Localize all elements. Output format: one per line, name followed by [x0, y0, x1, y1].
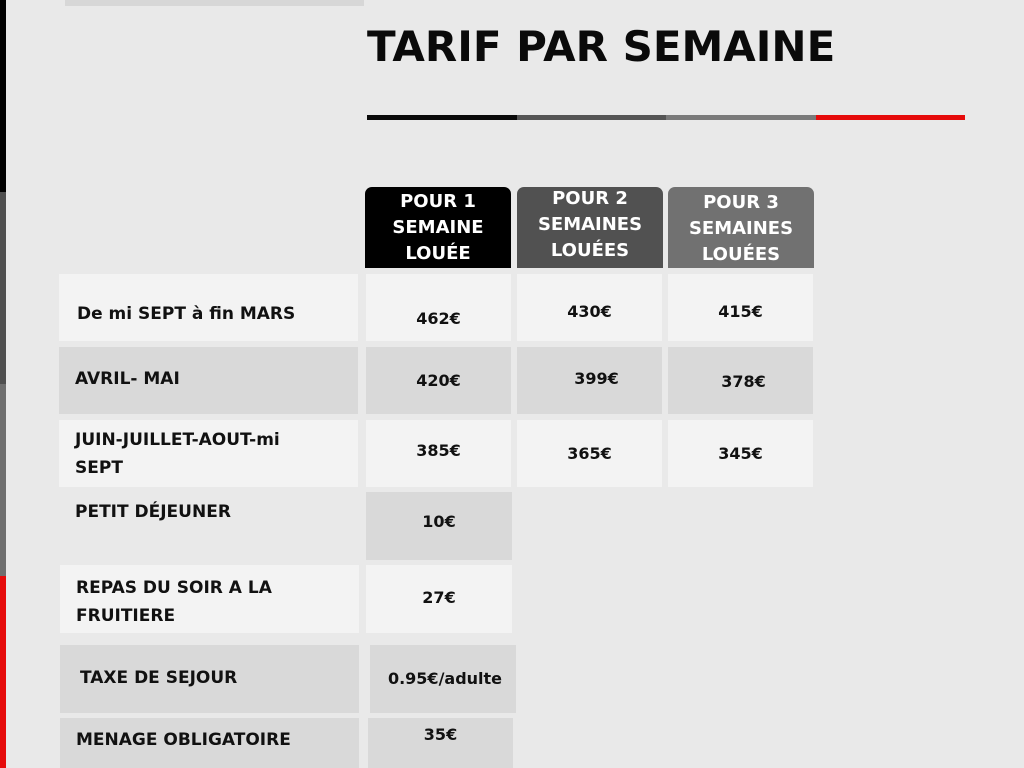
price-cell [366, 420, 511, 487]
top-strip [65, 0, 364, 6]
price-cell [517, 274, 662, 341]
column-header-line: LOUÉE [405, 242, 471, 264]
extra-label-menage-obligatoire [60, 718, 359, 768]
extra-label-text: REPAS DU SOIR A LA [76, 578, 272, 598]
side-bar-black [0, 0, 6, 192]
price-value: 420€ [416, 371, 461, 390]
column-header-line: SEMAINES [688, 218, 794, 239]
price-value: 10€ [422, 512, 456, 531]
price-cell [668, 274, 813, 341]
row-label-text: De mi SEPT à fin MARS [77, 304, 296, 324]
price-cell [366, 274, 511, 341]
column-header-3-weeks [668, 187, 814, 268]
extra-price-cell [366, 492, 512, 560]
price-value: 27€ [422, 588, 456, 607]
row-label-text: AVRIL- MAI [75, 369, 180, 389]
price-cell [668, 420, 813, 487]
row-label-avril-mai [59, 347, 358, 414]
extra-label-text: FRUITIERE [76, 606, 176, 626]
side-bar-red [0, 576, 6, 768]
row-label-text: JUIN-JUILLET-AOUT-mi [75, 430, 280, 450]
extra-label-text: MENAGE OBLIGATOIRE [76, 730, 291, 750]
title-rule-dark-gray [517, 115, 666, 120]
extra-label-text: TAXE DE SEJOUR [80, 668, 238, 688]
page-title: TARIF PAR SEMAINE [367, 22, 836, 71]
title-rule-mid-gray [666, 115, 816, 120]
price-value: 365€ [567, 444, 612, 463]
price-value: 35€ [423, 725, 458, 744]
price-value: 415€ [718, 302, 763, 321]
title-rule-red [816, 115, 965, 120]
column-header-line: LOUÉES [550, 240, 630, 261]
price-value: 462€ [416, 309, 461, 328]
price-cell [517, 347, 662, 414]
column-header-1-week [365, 187, 511, 268]
extra-price-cell [370, 645, 516, 713]
price-cell [366, 347, 511, 414]
extra-label-text: PETIT DÉJEUNER [75, 502, 231, 522]
row-label-mi-sept-fin-mars [59, 274, 358, 341]
price-value: 378€ [721, 372, 766, 391]
column-header-2-weeks [517, 187, 663, 268]
price-value: 385€ [416, 441, 461, 460]
price-value: 399€ [574, 369, 619, 388]
extra-price-cell [366, 565, 512, 633]
extra-label-petit-dejeuner [59, 492, 358, 560]
title-rule-black [367, 115, 517, 120]
column-header-line: POUR 2 [552, 188, 628, 209]
price-cell [668, 347, 813, 414]
column-header-line: POUR 3 [703, 192, 779, 213]
row-label-text: SEPT [75, 458, 123, 478]
side-accent-bar [0, 0, 6, 768]
side-bar-dark-gray [0, 192, 6, 384]
price-value: 345€ [718, 444, 763, 463]
column-header-line: SEMAINES [537, 214, 643, 235]
extra-label-repas-du-soir [60, 565, 359, 633]
price-value: 430€ [567, 302, 612, 321]
price-value: 0.95€/adulte [387, 669, 503, 688]
column-header-line: SEMAINE [392, 216, 484, 238]
column-header-line: LOUÉES [701, 244, 781, 265]
row-label-juin-juillet-aout [59, 420, 358, 487]
column-header-line: POUR 1 [400, 190, 476, 212]
extra-label-taxe-de-sejour [60, 645, 359, 713]
side-bar-mid-gray [0, 384, 6, 576]
price-cell [517, 420, 662, 487]
extra-price-cell [368, 718, 513, 768]
